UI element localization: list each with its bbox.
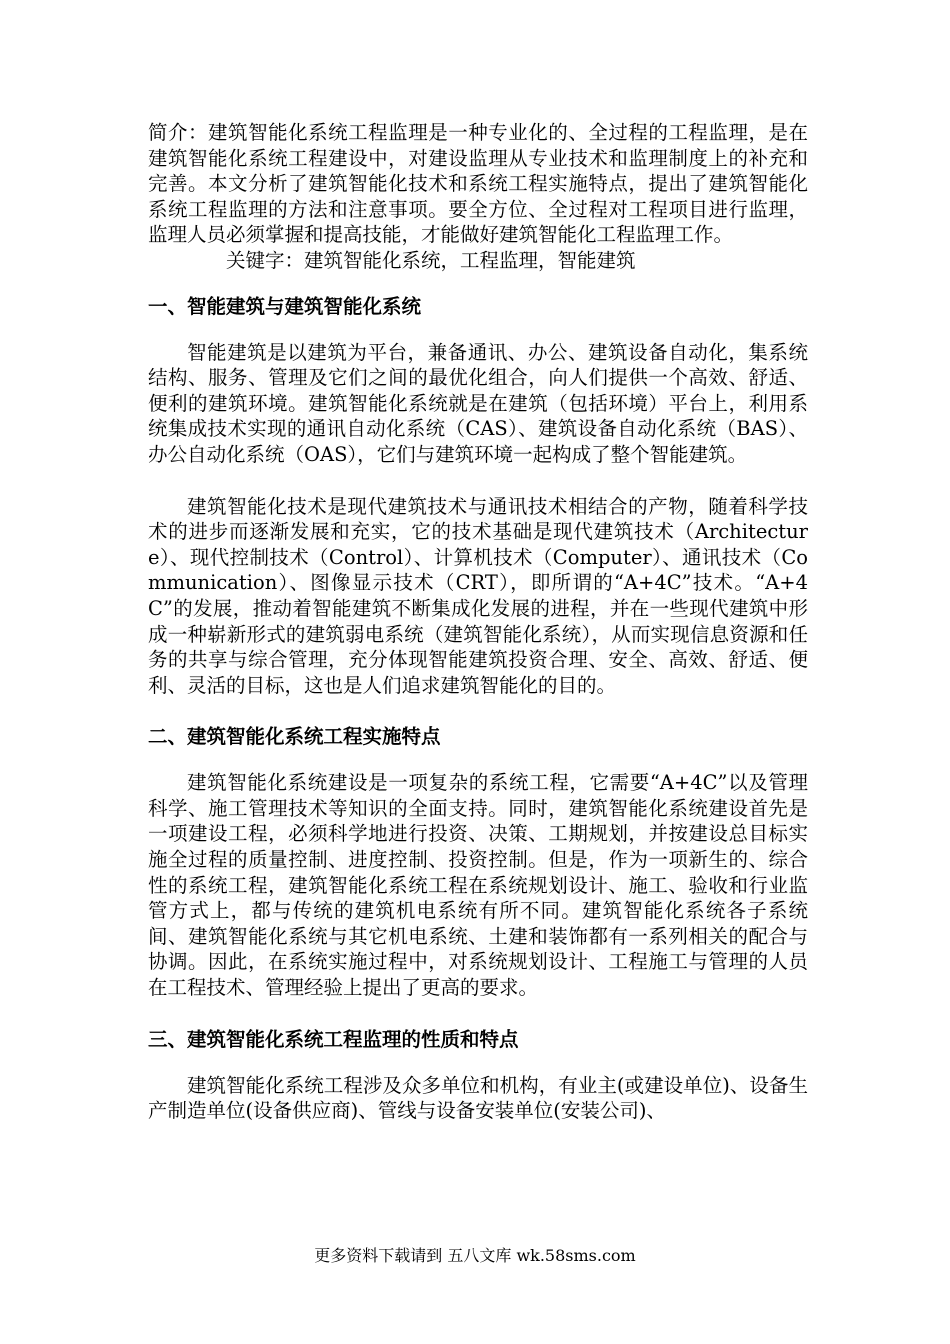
page-footer-link-text: 更多资料下载请到 五八文库 wk.58sms.com [314, 1246, 636, 1265]
section-heading-1: 一、智能建筑与建筑智能化系统 [148, 294, 422, 318]
section-1-paragraph-1: 智能建筑是以建筑为平台，兼备通讯、办公、建筑设备自动化，集系统结构、服务、管理及它们之间的最优化组合，向人们提供一个高效、舒适、便利的建筑环境。建筑智能化系统就是在建筑（包括环境）平台上，利用系统集成技术实现的通讯自动化系统（CAS）、建筑设备自动化系统（BAS）、办公自动化系统（OAS），它们与建筑环境一起构成了整个智能建筑。 [148, 340, 808, 466]
section-2-paragraph-1: 建筑智能化系统建设是一项复杂的系统工程，它需要“A+4C”以及管理科学、施工管理技术等知识的全面支持。同时，建筑智能化系统建设首先是一项建设工程，必须科学地进行投资、决策、工期规划，并按建设总目标实施全过程的质量控制、进度控制、投资控制。但是，作为一项新生的、综合性的系统工程，建筑智能化系统工程在系统规划设计、施工、验收和行业监管方式上，都与传统的建筑机电系统有所不同。建筑智能化系统各子系统间、建筑智能化系统与其它机电系统、土建和装饰都有一系列相关的配合与协调。因此，在系统实施过程中，对系统规划设计、工程施工与管理的人员在工程技术、管理经验上提出了更高的要求。 [148, 771, 808, 1000]
section-3-paragraph-1: 建筑智能化系统工程涉及众多单位和机构，有业主(或建设单位)、设备生产制造单位(设备供应商)、管线与设备安装单位(安装公司)、 [148, 1073, 808, 1123]
section-1-paragraph-2: 建筑智能化技术是现代建筑技术与通讯技术相结合的产物，随着科学技术的进步而逐渐发展和充实，它的技术基础是现代建筑技术（Architecture）、现代控制技术（Control）、计算机技术（Computer）、通讯技术（Communication）、图像显示技术（CRT），即所谓的“A+4C”技术。“A+4C”的发展，推动着智能建筑不断集成化发展的进程，并在一些现代建筑中形成一种崭新形式的建筑弱电系统（建筑智能化系统），从而实现信息资源和任务的共享与综合管理，充分体现智能建筑投资合理、安全、高效、舒适、便利、灵活的目标，这也是人们追求建筑智能化的目的。 [148, 494, 808, 697]
abstract-paragraph: 简介：建筑智能化系统工程监理是一种专业化的、全过程的工程监理，是在建筑智能化系统工程建设中，对建设监理从专业技术和监理制度上的补充和完善。本文分析了建筑智能化技术和系统工程实施特点，提出了建筑智能化系统工程监理的方法和注意事项。要全方位、全过程对工程项目进行监理，监理人员必须掌握和提高技能，才能做好建筑智能化工程监理工作。 [148, 121, 808, 247]
section-heading-2: 二、建筑智能化系统工程实施特点 [148, 725, 441, 749]
keywords-line: 关键字：建筑智能化系统，工程监理，智能建筑 [226, 248, 636, 272]
document-page [148, 120, 808, 1150]
section-heading-3: 三、建筑智能化系统工程监理的性质和特点 [148, 1027, 519, 1051]
